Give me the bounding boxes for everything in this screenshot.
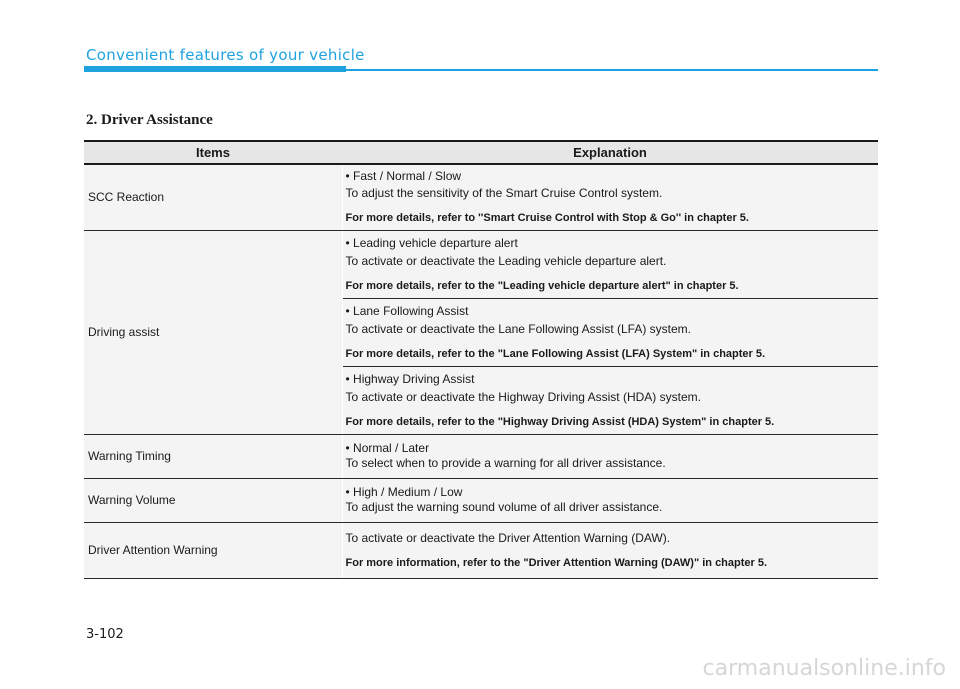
- item-scc-reaction: SCC Reaction: [84, 164, 342, 230]
- option-text: • Highway Driving Assist: [345, 371, 475, 386]
- description-text: To activate or deactivate the Highway Driving Assist (HDA) system.: [345, 389, 701, 404]
- explanation-leading-vehicle-departure: [342, 230, 878, 298]
- description-text: To activate or deactivate the Lane Following Assist (LFA) system.: [345, 321, 691, 336]
- table-row: [84, 434, 878, 478]
- item-driver-attention-warning: Driver Attention Warning: [84, 522, 342, 578]
- reference-text: For more details, refer to the "Leading vehicle departure alert" in chapter 5.: [345, 279, 739, 292]
- option-text: • Leading vehicle departure alert: [345, 235, 518, 250]
- description-text: To activate or deactivate the Driver Attention Warning (DAW).: [345, 530, 671, 545]
- page-number: 3-102: [86, 627, 124, 642]
- explanation-driver-attention-warning: [342, 522, 878, 578]
- table-row: [84, 522, 878, 578]
- explanation-lane-following-assist: [342, 298, 878, 366]
- description-text: To select when to provide a warning for all driver assistance.: [345, 456, 666, 470]
- reference-text: For more details, refer to the "Lane Following Assist (LFA) System" in chapter 5.: [345, 347, 766, 360]
- option-text: • High / Medium / Low: [345, 485, 463, 499]
- header-rule-line: [346, 69, 878, 71]
- table-row: [84, 230, 878, 298]
- description-text: To adjust the sensitivity of the Smart Cruise Control system.: [345, 186, 663, 201]
- option-text: • Lane Following Assist: [345, 303, 469, 318]
- explanation-warning-volume: [342, 478, 878, 522]
- item-warning-volume: Warning Volume: [84, 478, 342, 522]
- driver-assistance-table: [84, 140, 878, 579]
- explanation-warning-timing: [342, 434, 878, 478]
- description-text: To activate or deactivate the Leading vehicle departure alert.: [345, 253, 667, 268]
- explanation-highway-driving-assist: [342, 366, 878, 434]
- reference-text: For more details, refer to the "Highway Driving Assist (HDA) System" in chapter 5.: [345, 415, 775, 428]
- section-header-label: Convenient features of your vehicle: [86, 46, 365, 64]
- option-text: • Fast / Normal / Slow: [345, 169, 462, 184]
- table-row: [84, 164, 878, 230]
- section-title: 2. Driver Assistance: [86, 112, 213, 128]
- option-text: • Normal / Later: [345, 441, 430, 455]
- reference-text: For more information, refer to the "Driver Attention Warning (DAW)" in chapter 5.: [345, 556, 768, 569]
- watermark: carmanualsonline.info: [702, 656, 946, 681]
- table-row: [84, 478, 878, 522]
- header-accent-bar: [84, 66, 346, 72]
- table-header-row: [84, 141, 878, 164]
- header-items: Items: [84, 141, 342, 164]
- explanation-scc-reaction: [342, 164, 878, 230]
- item-driving-assist: Driving assist: [84, 230, 342, 434]
- header-explanation: Explanation: [342, 141, 878, 164]
- reference-text: For more details, refer to ''Smart Cruise Control with Stop & Go'' in chapter 5.: [345, 212, 749, 225]
- item-warning-timing: Warning Timing: [84, 434, 342, 478]
- description-text: To adjust the warning sound volume of all driver assistance.: [345, 500, 663, 514]
